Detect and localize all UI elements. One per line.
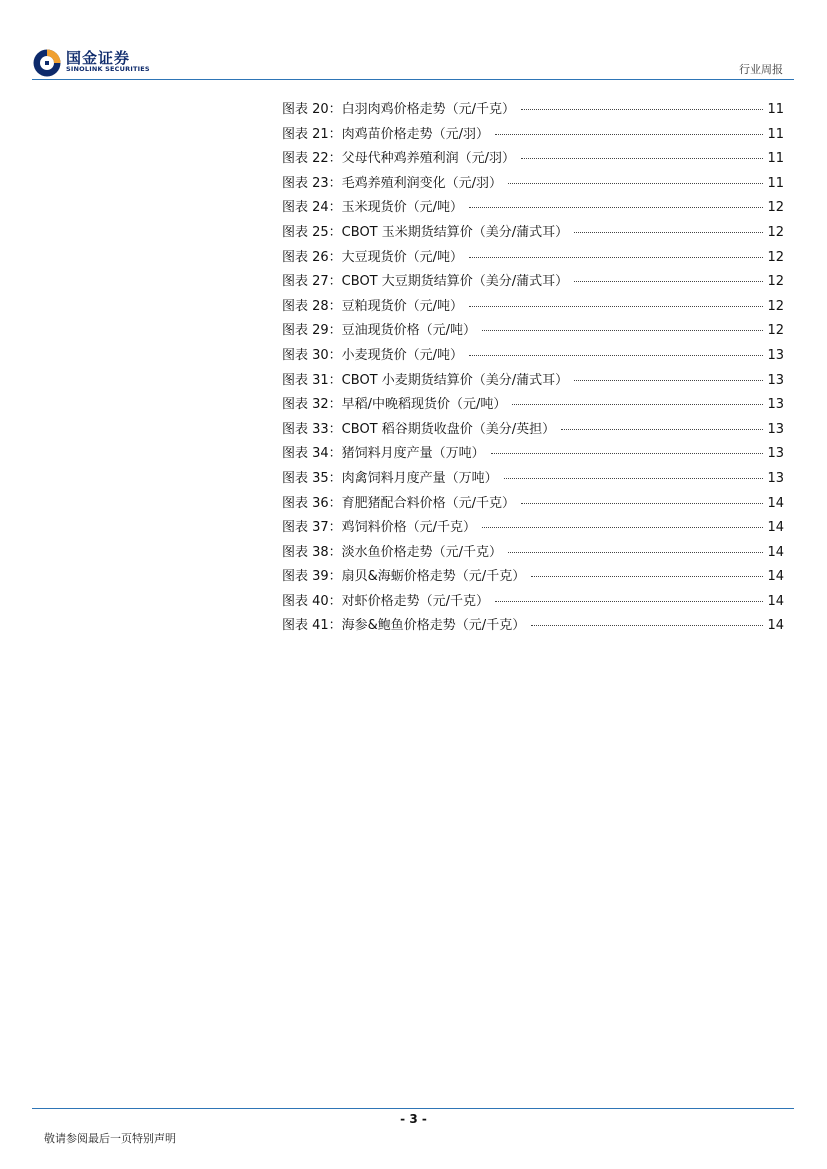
toc-entry-page: 14 — [767, 495, 784, 511]
toc-entry[interactable] — [282, 172, 784, 197]
toc-entry-page: 14 — [767, 593, 784, 609]
toc-entry[interactable] — [282, 516, 784, 541]
toc-entry-page: 14 — [767, 618, 784, 634]
toc-entry-page: 13 — [767, 397, 784, 413]
toc-entry-page: 13 — [767, 470, 784, 486]
toc-entry-label: 图表 27：CBOT 大豆期货结算价（美分/蒲式耳） — [282, 274, 569, 290]
toc-entry-page: 11 — [767, 126, 784, 142]
toc-entry-page: 12 — [767, 224, 784, 240]
toc-leader-dots — [512, 404, 763, 405]
toc-entry[interactable] — [282, 319, 784, 344]
toc-entry[interactable] — [282, 147, 784, 172]
toc-leader-dots — [469, 355, 763, 356]
toc-entry[interactable] — [282, 418, 784, 443]
toc-entry[interactable] — [282, 541, 784, 566]
toc-entry-page: 11 — [767, 102, 784, 117]
toc-leader-dots — [531, 625, 763, 626]
toc-entry-page: 14 — [767, 569, 784, 585]
brand-name-cn: 国金证券 — [66, 49, 131, 67]
toc-entry-page: 13 — [767, 372, 784, 388]
toc-entry-label: 图表 41：海参&鲍鱼价格走势（元/千克） — [282, 618, 526, 634]
toc-entry-label: 图表 24：玉米现货价（元/吨） — [282, 200, 464, 216]
toc-leader-dots — [508, 183, 763, 184]
toc-entry-page: 11 — [767, 151, 784, 167]
toc-entry-label: 图表 26：大豆现货价（元/吨） — [282, 249, 464, 265]
toc-leader-dots — [521, 503, 763, 504]
toc-entry[interactable] — [282, 123, 784, 148]
toc-leader-dots — [495, 601, 763, 602]
toc-entry[interactable] — [282, 98, 784, 123]
toc-entry-label: 图表 28：豆粕现货价（元/吨） — [282, 298, 464, 314]
toc-leader-dots — [491, 453, 764, 454]
toc-entry-label: 图表 37：鸡饲料价格（元/千克） — [282, 520, 477, 536]
page-header — [0, 0, 827, 80]
toc-entry[interactable] — [282, 369, 784, 394]
toc-entry-label: 图表 21：肉鸡苗价格走势（元/羽） — [282, 126, 490, 142]
toc-entry-label: 图表 36：育肥猪配合料价格（元/千克） — [282, 495, 516, 511]
toc-entry[interactable] — [282, 614, 784, 639]
toc-entry[interactable] — [282, 344, 784, 369]
toc-leader-dots — [574, 380, 763, 381]
toc-entry-label: 图表 33：CBOT 稻谷期货收盘价（美分/英担） — [282, 421, 556, 437]
toc-leader-dots — [482, 527, 763, 528]
toc-entry-page: 14 — [767, 544, 784, 560]
toc-leader-dots — [482, 330, 763, 331]
toc-entry-page: 13 — [767, 446, 784, 462]
toc-entry[interactable] — [282, 295, 784, 320]
toc-leader-dots — [521, 109, 763, 110]
toc-entry-label: 图表 38：淡水鱼价格走势（元/千克） — [282, 544, 503, 560]
toc-entry-page: 12 — [767, 274, 784, 290]
toc-leader-dots — [561, 429, 763, 430]
toc-entry[interactable] — [282, 246, 784, 271]
toc-entry-page: 13 — [767, 347, 784, 363]
toc-entry-page: 12 — [767, 298, 784, 314]
toc-entry-label: 图表 39：扇贝&海蛎价格走势（元/千克） — [282, 569, 526, 585]
toc-entry-label: 图表 20：白羽肉鸡价格走势（元/千克） — [282, 102, 516, 117]
toc-entry-label: 图表 32：早稻/中晚稻现货价（元/吨） — [282, 397, 507, 413]
toc-entry-label: 图表 23：毛鸡养殖利润变化（元/羽） — [282, 175, 503, 191]
toc-leader-dots — [531, 576, 763, 577]
toc-entry[interactable] — [282, 590, 784, 615]
toc-leader-dots — [508, 552, 763, 553]
toc-leader-dots — [521, 158, 763, 159]
toc-entry[interactable] — [282, 270, 784, 295]
page-number: - 3 - — [400, 1112, 427, 1126]
toc-entry-label: 图表 25：CBOT 玉米期货结算价（美分/蒲式耳） — [282, 224, 569, 240]
table-of-figures — [282, 98, 784, 639]
toc-entry-page: 12 — [767, 249, 784, 265]
toc-entry-page: 12 — [767, 323, 784, 339]
toc-entry[interactable] — [282, 221, 784, 246]
toc-entry-page: 13 — [767, 421, 784, 437]
toc-entry-page: 11 — [767, 175, 784, 191]
toc-entry-page: 12 — [767, 200, 784, 216]
toc-entry-label: 图表 35：肉禽饲料月度产量（万吨） — [282, 470, 498, 486]
report-type: 行业周报 — [739, 63, 783, 76]
toc-entry[interactable] — [282, 442, 784, 467]
toc-entry[interactable] — [282, 565, 784, 590]
sinolink-logo-icon — [32, 48, 62, 78]
toc-entry-label: 图表 31：CBOT 小麦期货结算价（美分/蒲式耳） — [282, 372, 569, 388]
toc-leader-dots — [574, 232, 763, 233]
toc-leader-dots — [504, 478, 764, 479]
toc-entry-label: 图表 22：父母代种鸡养殖利润（元/羽） — [282, 151, 516, 167]
toc-entry[interactable] — [282, 467, 784, 492]
header-divider — [32, 79, 794, 80]
toc-leader-dots — [495, 134, 763, 135]
toc-leader-dots — [574, 281, 763, 282]
toc-leader-dots — [469, 257, 763, 258]
toc-entry[interactable] — [282, 196, 784, 221]
toc-leader-dots — [469, 207, 763, 208]
toc-entry-page: 14 — [767, 520, 784, 536]
toc-entry-label: 图表 30：小麦现货价（元/吨） — [282, 347, 464, 363]
toc-entry-label: 图表 29：豆油现货价格（元/吨） — [282, 323, 477, 339]
toc-entry-label: 图表 34：猪饲料月度产量（万吨） — [282, 446, 485, 462]
toc-entry-label: 图表 40：对虾价格走势（元/千克） — [282, 593, 490, 609]
brand-name-en: SINOLINK SECURITIES — [66, 65, 150, 73]
disclaimer-text: 敬请参阅最后一页特别声明 — [44, 1132, 176, 1145]
toc-leader-dots — [469, 306, 763, 307]
footer-divider — [32, 1108, 794, 1109]
toc-entry[interactable] — [282, 393, 784, 418]
toc-entry[interactable] — [282, 492, 784, 517]
